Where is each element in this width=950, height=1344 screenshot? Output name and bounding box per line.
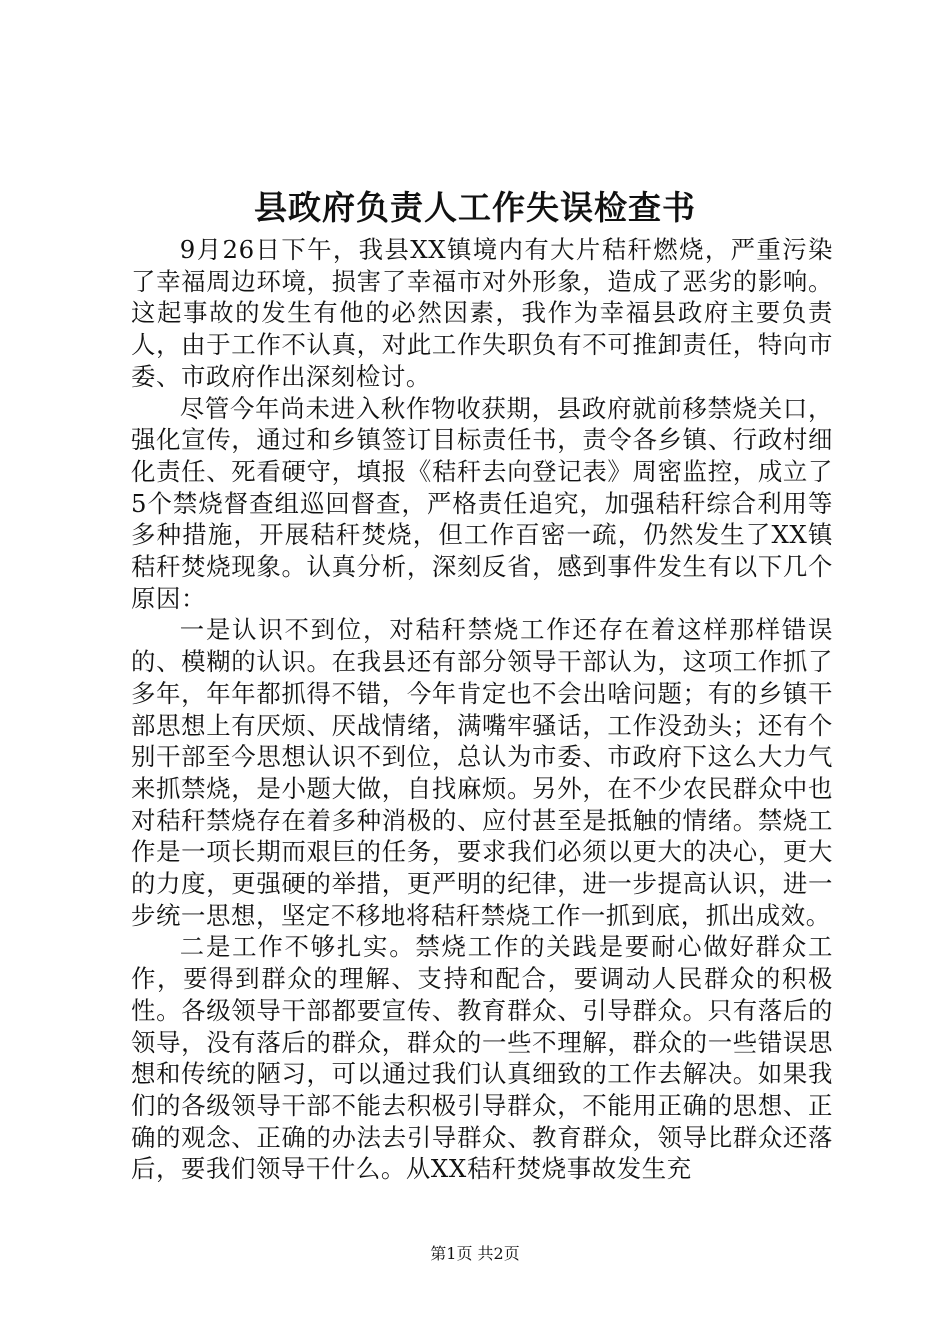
paragraph-2: 尽管今年尚未进入秋作物收获期，县政府就前移禁烧关口，强化宣传，通过和乡镇签订目标责任书，责令各乡镇、行政村细化责任、死看硬守，填报《秸秆去向登记表》周密监控，成立了5个禁烧督查组巡回督查，严格责任追究，加强秸秆综合利用等多种措施，开展秸秆焚烧，但工作百密一疏，仍然发生了XX镇秸秆焚烧现象。认真分析，深刻反省，感到事件发生有以下几个原因： — [131, 393, 833, 613]
document-body — [131, 234, 833, 1185]
paragraph-3: 一是认识不到位，对秸秆禁烧工作还存在着这样那样错误的、模糊的认识。在我县还有部分领导干部认为，这项工作抓了多年，年年都抓得不错，今年肯定也不会出啥问题；有的乡镇干部思想上有厌烦、厌战情绪，满嘴牢骚话，工作没劲头；还有个别干部至今思想认识不到位，总认为市委、市政府下这么大力气来抓禁烧，是小题大做，自找麻烦。另外，在不少农民群众中也对秸秆禁烧存在着多种消极的、应付甚至是抵触的情绪。禁烧工作是一项长期而艰巨的任务，要求我们必须以更大的决心，更大的力度，更强硬的举措，更严明的纪律，进一步提高认识，进一步统一思想，坚定不移地将秸秆禁烧工作一抓到底，抓出成效。 — [131, 615, 833, 930]
paragraph-1: 9月26日下午，我县XX镇境内有大片秸秆燃烧，严重污染了幸福周边环境，损害了幸福市对外形象，造成了恶劣的影响。这起事故的发生有他的必然因素，我作为幸福县政府主要负责人，由于工作不认真，对此工作失职负有不可推卸责任，特向市委、市政府作出深刻检讨。 — [131, 235, 833, 391]
document-title: 县政府负责人工作失误检查书 — [254, 188, 696, 227]
paragraph-4: 二是工作不够扎实。禁烧工作的关践是要耐心做好群众工作，要得到群众的理解、支持和配合，要调动人民群众的积极性。各级领导干部都要宣传、教育群众、引导群众。只有落后的领导，没有落后的群众，群众的一些不理解，群众的一些错误思想和传统的陋习，可以通过我们认真细致的工作去解决。如果我们的各级领导干部不能去积极引导群众，不能用正确的思想、正确的观念、正确的办法去引导群众、教育群众，领导比群众还落后，要我们领导干什么。从XX秸秆焚烧事故发生充 — [131, 932, 833, 1184]
page-footer: 第1页 共2页 — [430, 1244, 520, 1263]
